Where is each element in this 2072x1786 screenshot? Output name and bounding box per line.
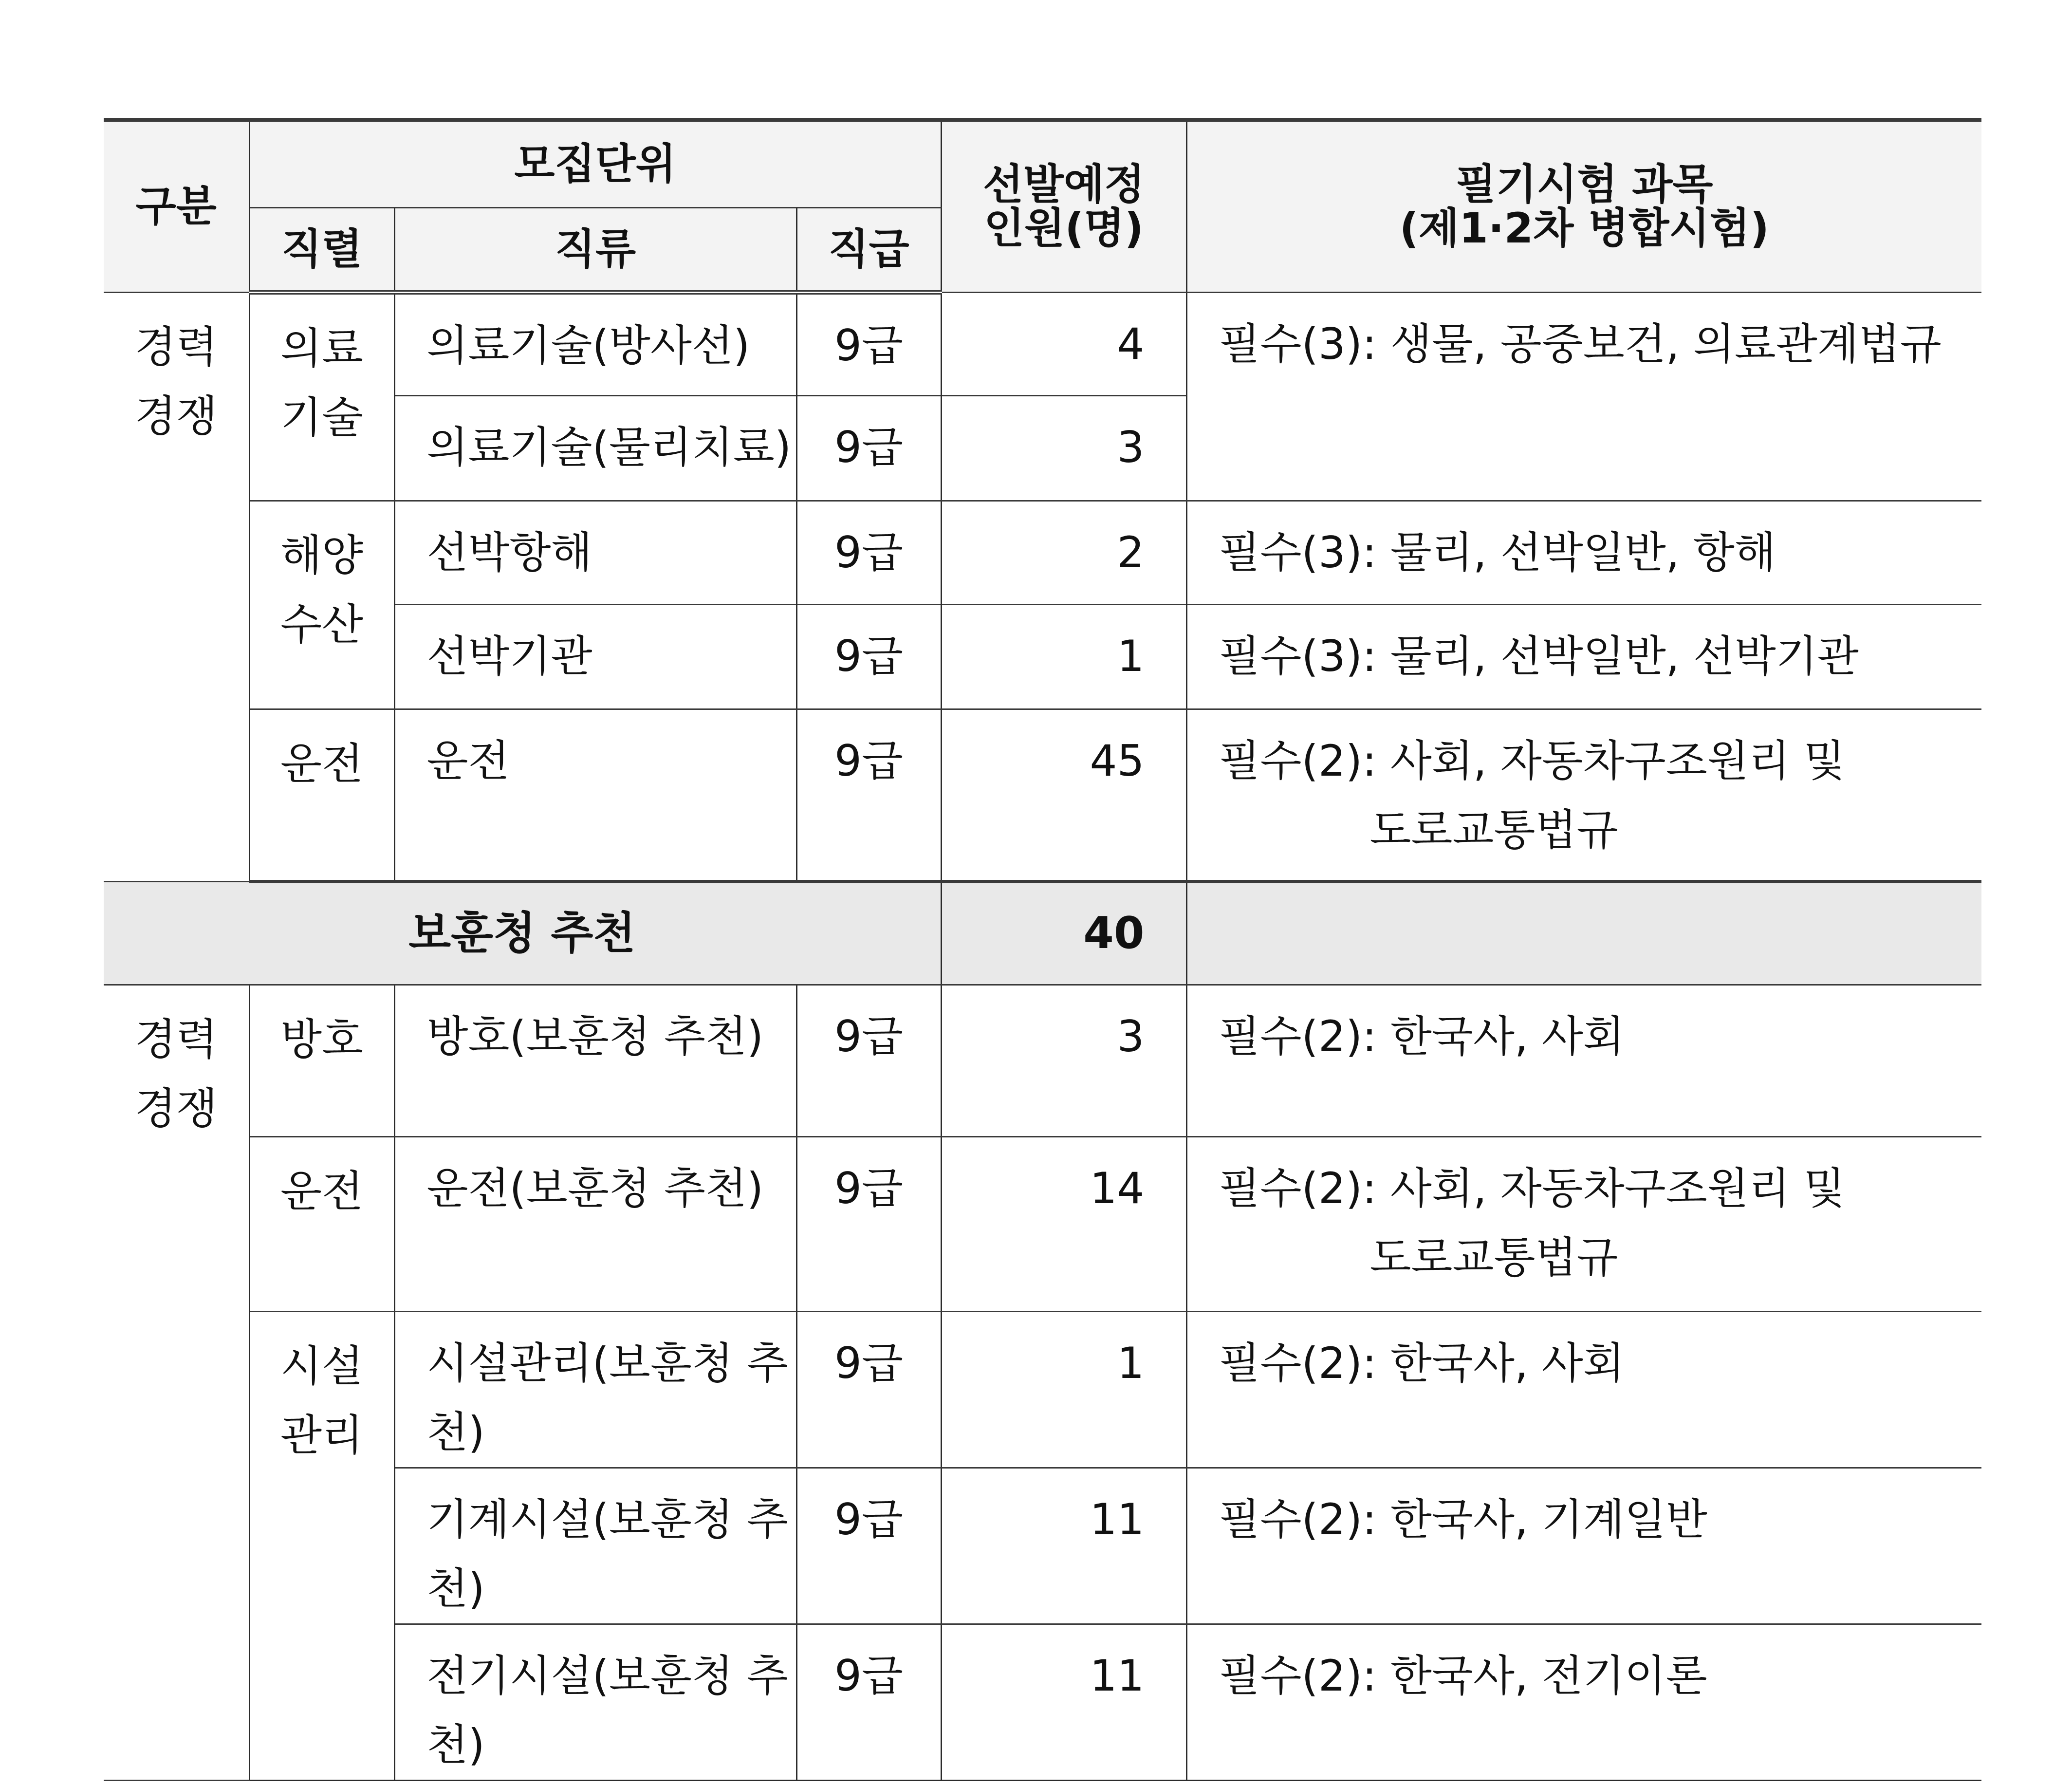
field-cell: 전기시설(보훈청 추천)	[394, 1624, 796, 1780]
count-cell: 14	[941, 1136, 1186, 1311]
recommend-label: 보훈청 추천	[104, 881, 941, 985]
grade-cell: 9급	[796, 604, 941, 709]
gubun-cell	[104, 985, 249, 1780]
gubun-cell	[104, 292, 249, 881]
header-planned	[941, 120, 1186, 292]
field-cell: 선박항해	[394, 501, 796, 604]
series-line1: 해양	[280, 530, 364, 580]
series-cell	[249, 501, 394, 709]
field-cell: 의료기술(방사선)	[394, 292, 796, 395]
header-field	[394, 207, 796, 292]
grade-cell: 9급	[796, 1136, 941, 1311]
series-cell: 방호	[249, 985, 394, 1136]
count-cell: 11	[941, 1468, 1186, 1624]
count-cell: 2	[941, 501, 1186, 604]
field-cell: 선박기관	[394, 604, 796, 709]
header-unit-label: 모집단위	[514, 140, 676, 189]
series-cell	[249, 1311, 394, 1780]
subjects-cell: 필수(2): 한국사, 기계일반	[1186, 1468, 1981, 1624]
count-cell: 4	[941, 292, 1186, 395]
field-cell: 기계시설(보훈청 추천)	[394, 1468, 796, 1624]
subjects-cell	[1186, 709, 1981, 881]
grade-cell: 9급	[796, 1624, 941, 1780]
grade-cell: 9급	[796, 1468, 941, 1624]
subjects-line1: 필수(2): 사회, 자동차구조원리 및	[1219, 1163, 1845, 1213]
grade-cell: 9급	[796, 709, 941, 881]
header-series-label: 직렬	[281, 224, 363, 274]
series-line2: 수산	[280, 599, 364, 650]
table-row	[104, 985, 1981, 1136]
grade-cell: 9급	[796, 395, 941, 501]
count-cell: 11	[941, 1624, 1186, 1780]
subjects-cell: 필수(2): 한국사, 사회	[1186, 985, 1981, 1136]
header-row	[104, 120, 1981, 207]
header-subjects-line2: (제1·2차 병합시험)	[1399, 204, 1769, 253]
count-cell: 45	[941, 709, 1186, 881]
field-cell: 운전	[394, 709, 796, 881]
series-line1: 의료	[280, 323, 364, 373]
subjects-cell: 필수(2): 한국사, 전기이론	[1186, 1624, 1981, 1780]
field-cell: 방호(보훈청 추천)	[394, 985, 796, 1136]
table-row	[104, 292, 1981, 395]
series-line2: 기술	[280, 392, 364, 443]
header-gubun	[104, 120, 249, 292]
count-cell: 1	[941, 1311, 1186, 1468]
count-cell: 3	[941, 985, 1186, 1136]
count-cell: 3	[941, 395, 1186, 501]
recruitment-table	[104, 118, 1981, 1781]
header-series	[249, 207, 394, 292]
header-subjects-line1: 필기시험 과목	[1456, 160, 1713, 209]
series-cell: 운전	[249, 709, 394, 881]
gubun-line1: 경력	[134, 321, 218, 372]
subjects-cell: 필수(3): 물리, 선박일반, 선박기관	[1186, 604, 1981, 709]
field-cell: 운전(보훈청 추천)	[394, 1136, 796, 1311]
series-cell: 운전	[249, 1136, 394, 1311]
table-row	[104, 501, 1981, 604]
table-row	[104, 1136, 1981, 1311]
header-grade-label: 직급	[828, 224, 909, 274]
subjects-cell: 필수(2): 한국사, 사회	[1186, 1311, 1981, 1468]
recommend-row	[104, 881, 1981, 985]
recommend-empty	[1186, 881, 1981, 985]
recommend-count: 40	[941, 881, 1186, 985]
grade-cell: 9급	[796, 501, 941, 604]
header-grade	[796, 207, 941, 292]
subjects-line2: 도로교통법규	[1369, 1232, 1618, 1283]
header-planned-line2: 인원(명)	[984, 204, 1144, 253]
subjects-cell: 필수(3): 생물, 공중보건, 의료관계법규	[1186, 292, 1981, 501]
gubun-line2: 경쟁	[134, 1083, 218, 1134]
subjects-line2: 도로교통법규	[1369, 804, 1618, 855]
header-field-label: 직류	[555, 224, 636, 274]
gubun-line2: 경쟁	[134, 391, 218, 441]
table-row	[104, 709, 1981, 881]
series-cell	[249, 292, 394, 501]
subjects-cell	[1186, 1136, 1981, 1311]
header-planned-line1: 선발예정	[982, 160, 1145, 209]
subjects-cell: 필수(3): 물리, 선박일반, 항해	[1186, 501, 1981, 604]
series-line2: 관리	[280, 1410, 364, 1460]
field-cell: 의료기술(물리치료)	[394, 395, 796, 501]
grade-cell: 9급	[796, 292, 941, 395]
header-subjects	[1186, 120, 1981, 292]
header-gubun-label: 구분	[135, 182, 217, 231]
table-row	[104, 1311, 1981, 1468]
field-cell: 시설관리(보훈청 추천)	[394, 1311, 796, 1468]
series-line1: 시설	[280, 1340, 364, 1391]
header-unit	[249, 120, 941, 207]
count-cell: 1	[941, 604, 1186, 709]
subjects-line1: 필수(2): 사회, 자동차구조원리 및	[1219, 735, 1845, 786]
grade-cell: 9급	[796, 985, 941, 1136]
grade-cell: 9급	[796, 1311, 941, 1468]
gubun-line1: 경력	[134, 1014, 218, 1064]
